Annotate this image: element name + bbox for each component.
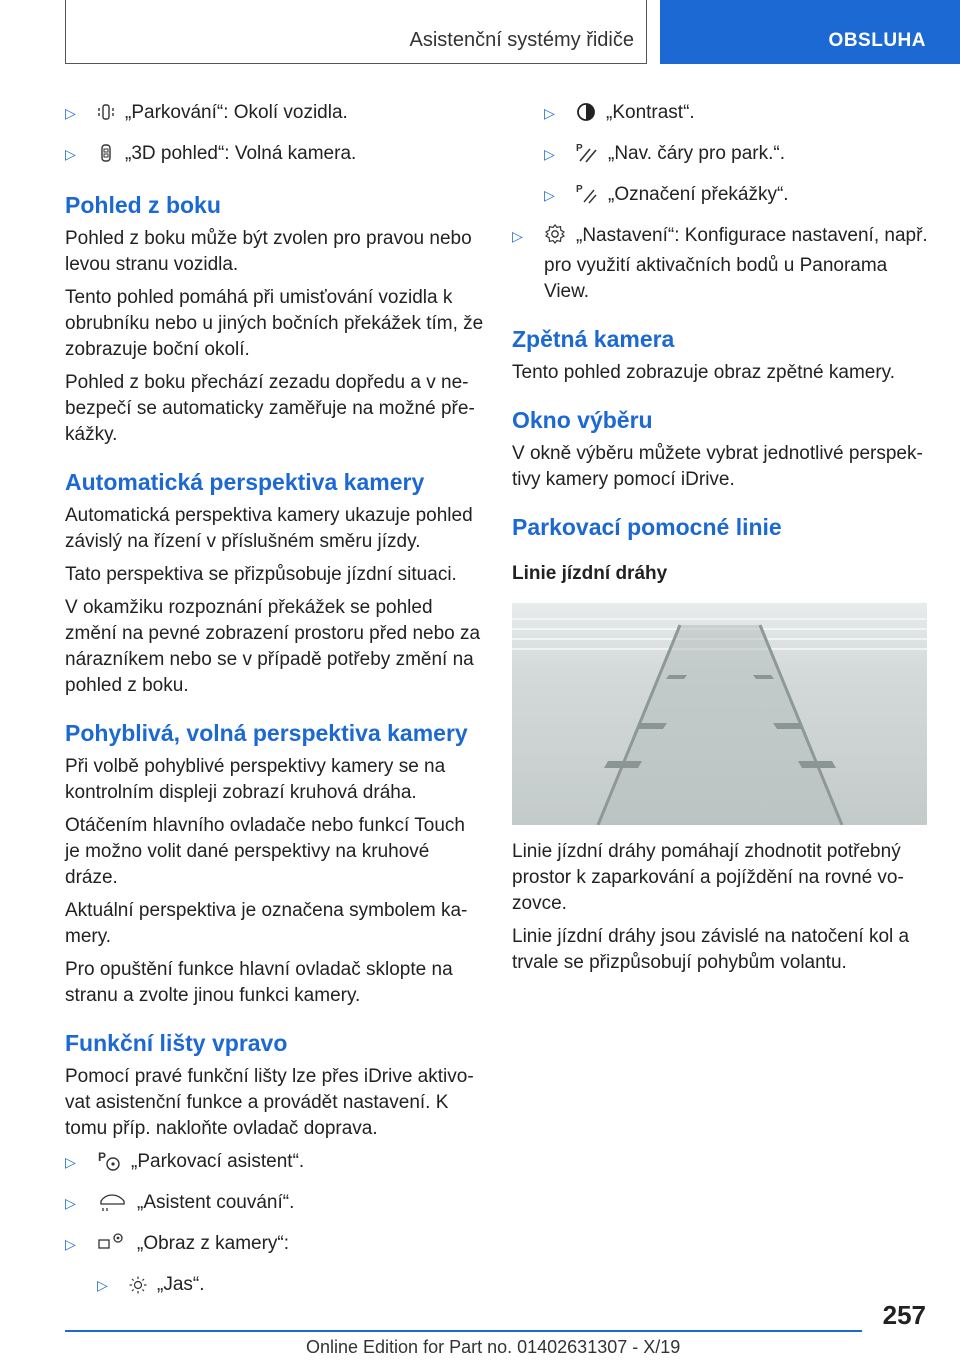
right-column [512, 100, 932, 983]
paragraph: Pro opuštění funkce hlavní ovladač sklopte na stranu a zvolte jinou funkci kamery. [65, 959, 453, 1006]
paragraph: Linie jízdní dráhy pomáhají zhodnotit potřebný prostor k zaparkování a pojíždění na rovné vozovce. [512, 841, 904, 914]
list-item-reversing-assistant [65, 1190, 485, 1220]
list-item-parking-view [65, 100, 485, 130]
heading-rear-camera: Zpětná kamera [512, 326, 675, 352]
camera-image-icon [97, 1231, 127, 1261]
footer-edition: Online Edition for Part no. 01402631307 - X/19 [306, 1337, 681, 1357]
list-item-brightness [97, 1272, 485, 1302]
bullet-icon: ▷ [65, 1236, 76, 1252]
list-item-text: „Obraz z kamery“: [137, 1233, 290, 1254]
header-section-title: Asistenční systémy řidiče [409, 29, 634, 51]
paragraph: V okamžiku rozpoznání překážek se pohled změní na pevné zobrazení prostoru před nebo za nárazníkem nebo se v případě potřeby změní na pohled z boku. [65, 597, 481, 696]
contrast-icon [576, 102, 596, 130]
bullet-icon: ▷ [65, 146, 76, 162]
bullet-icon: ▷ [544, 187, 555, 203]
bullet-icon: ▷ [512, 228, 523, 244]
list-item-text: „Jas“. [157, 1274, 205, 1295]
bullet-icon: ▷ [544, 105, 555, 121]
paragraph: Otáčením hlavního ovladače nebo funkcí Touch je možno volit dané perspektivy na kruhové dráze. [65, 815, 465, 888]
list-item-text: „Označení překážky“. [608, 184, 789, 205]
left-column [65, 100, 485, 1313]
page-number: 257 [882, 1300, 926, 1330]
paragraph: Linie jízdní dráhy jsou závislé na natočení kol a trvale se přizpůsobují pohybům volantu. [512, 926, 910, 973]
paragraph: Automatická perspektiva kamery ukazuje pohled závislý na řízení v příslušném směru jízdy. [65, 505, 473, 552]
heading-selection-window: Okno výběru [512, 407, 653, 433]
list-item-text: „Kontrast“. [606, 102, 695, 123]
lane-lines-illustration [512, 603, 927, 825]
bullet-icon: ▷ [544, 146, 555, 162]
bullet-icon: ▷ [97, 1277, 108, 1293]
heading-free-perspective: Pohyblivá, volná perspektiva kamery [65, 720, 468, 746]
paragraph: Pohled z boku přechází zezadu dopředu a v nebezpečí se automaticky zaměřuje na možné překážky. [65, 372, 475, 445]
paragraph: Pomocí pravé funkční lišty lze přes iDrive aktivovat asistenční funkce a provádět nastavení. K tomu příp. nakloňte ovladač doprava. [65, 1066, 474, 1139]
list-item-parking-lines [544, 141, 932, 171]
settings-gear-icon [544, 223, 566, 253]
footer-divider [65, 1330, 862, 1332]
list-item-parking-assistant [65, 1149, 485, 1179]
paragraph: Tato perspektiva se přizpůsobuje jízdní situaci. [65, 564, 457, 585]
svg-text:P: P [98, 1150, 107, 1164]
brightness-icon [129, 1276, 147, 1302]
list-item-contrast [544, 100, 932, 130]
heading-side-view: Pohled z boku [65, 192, 221, 218]
parking-view-icon [97, 102, 115, 130]
obstacle-marking-icon [576, 182, 598, 212]
list-item-3d-view [65, 141, 485, 171]
paragraph: Pohled z boku může být zvolen pro pravou nebo levou stranu vozidla. [65, 228, 472, 275]
svg-text:P: P [576, 143, 583, 154]
parking-assistant-icon [97, 1149, 121, 1179]
bullet-icon: ▷ [65, 1195, 76, 1211]
list-item-camera-image [65, 1231, 485, 1261]
list-item-text: „Asistent couvání“. [137, 1192, 295, 1213]
parking-lines-icon [576, 141, 598, 171]
heading-function-bar: Funkční lišty vpravo [65, 1030, 288, 1056]
subheading-lane-lines: Linie jízdní dráhy [512, 563, 668, 584]
list-item-text: „3D pohled“: Volná kamera. [125, 143, 357, 164]
list-item-text: „Nastavení“: Konfigurace nastavení, např. pro využití aktivačních bodů u Panorama View. [544, 225, 928, 302]
bullet-icon: ▷ [65, 105, 76, 121]
header-section-box [65, 0, 647, 64]
list-item-obstacle-marking [544, 182, 932, 212]
paragraph: Tento pohled pomáhá při umisťování vozidla k obrubníku nebo u jiných bočních překážek tím, že zobrazuje boční okolí. [65, 287, 484, 360]
reversing-assistant-icon [97, 1192, 127, 1220]
3d-view-icon [97, 143, 115, 171]
paragraph: Při volbě pohyblivé perspektivy kamery se na kontrolním displeji zobrazí kruhová dráha. [65, 756, 446, 803]
heading-parking-lines: Parkovací pomocné linie [512, 514, 782, 540]
bullet-icon: ▷ [65, 1154, 76, 1170]
paragraph: Tento pohled zobrazuje obraz zpětné kamery. [512, 362, 896, 383]
header-badge-label: OBSLUHA [828, 30, 926, 51]
list-item-settings [512, 223, 932, 305]
list-item-text: „Parkování“: Okolí vozidla. [125, 102, 348, 123]
paragraph: Aktuální perspektiva je označena symbolem kamery. [65, 900, 468, 947]
list-item-text: „Parkovací asistent“. [131, 1151, 305, 1172]
list-item-text: „Nav. čáry pro park.“. [608, 143, 786, 164]
header-badge [660, 0, 960, 64]
heading-auto-perspective: Automatická perspektiva kamery [65, 469, 425, 495]
svg-text:P: P [576, 184, 583, 195]
paragraph: V okně výběru můžete vybrat jednotlivé perspektivy kamery pomocí iDrive. [512, 443, 923, 490]
